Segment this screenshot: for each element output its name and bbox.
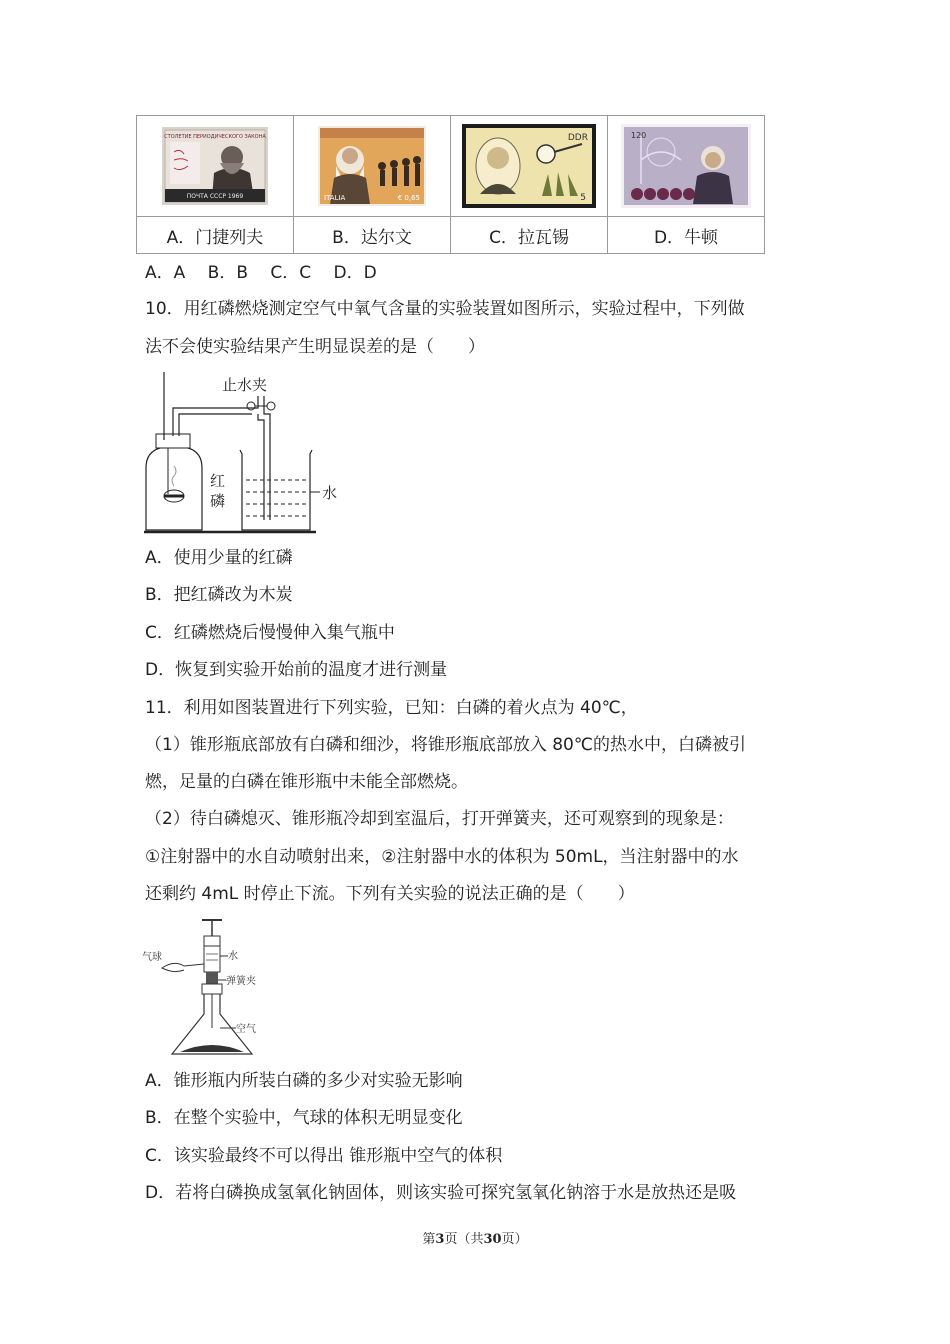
caption-c: C．拉瓦锡 [451,217,608,254]
q11-option-c: C．该实验最终不可以得出 锥形瓶中空气的体积 [145,1146,503,1166]
mendeleev-stamp-image [162,127,268,205]
q10-option-a: A．使用少量的红磷 [145,548,293,568]
stamp-cell-d [608,116,765,217]
q11-stem-line2: （1）锥形瓶底部放有白磷和细沙，将锥形瓶底部放入 80℃的热水中，白磷被引 [145,735,746,755]
darwin-stamp-image [318,126,426,206]
q10-apparatus-figure [140,368,350,538]
caption-d: D．牛顿 [608,217,765,254]
svg-text:ITALIA: ITALIA [324,194,346,202]
caption-b: B．达尔文 [294,217,451,254]
q9-options: A．A B．B C．C D．D [145,263,377,283]
q10-option-d: D．恢复到实验开始前的温度才进行测量 [145,660,448,680]
stamp-cell-b [294,116,451,217]
page-footer [0,1228,950,1247]
q11-stem-line1: 11．利用如图装置进行下列实验，已知：白磷的着火点为 40℃， [145,698,638,718]
stamp-cell-c [451,116,608,217]
label-syringe-water: 水 [228,951,238,962]
stamp-cell-a [137,116,294,217]
stamp-table [136,115,765,254]
label-clamp: 止水夹 [222,376,268,394]
footer-mid: 页（共 [444,1232,484,1247]
q11-stem-line5: ①注射器中的水自动喷射出来，②注射器中水的体积为 50mL，当注射器中的水 [145,847,739,867]
footer-prefix: 第 [422,1232,436,1247]
footer-page-number: 3 [435,1232,445,1247]
label-air: 空气 [236,1024,256,1035]
label-clip: 弹簧夹 [226,976,256,987]
q11-stem-line6: 还剩约 4mL 时停止下流。下列有关实验的说法正确的是（ ） [145,884,635,904]
svg-text:5: 5 [580,193,586,203]
svg-text:ПОЧТА СССР 1969: ПОЧТА СССР 1969 [186,193,244,200]
caption-a: A．门捷列夫 [137,217,294,254]
svg-text:СТОЛЕТИЕ ПЕРИОДИЧЕСКОГО ЗАКОНА: СТОЛЕТИЕ ПЕРИОДИЧЕСКОГО ЗАКОНА [164,134,266,140]
q11-option-a: A．锥形瓶内所装白磷的多少对实验无影响 [145,1071,463,1091]
label-red-2: 磷 [210,492,226,510]
q10-stem-line2: 法不会使实验结果产生明显误差的是（ ） [145,337,485,357]
q10-option-b: B．把红磷改为木炭 [145,585,293,605]
label-water: 水 [322,484,338,502]
q11-option-b: B．在整个实验中，气球的体积无明显变化 [145,1108,463,1128]
label-red-1: 红 [210,472,226,490]
lavoisier-stamp-image [462,124,596,208]
svg-text:DDR: DDR [567,133,588,143]
q10-option-c: C．红磷燃烧后慢慢伸入集气瓶中 [145,623,395,643]
svg-text:120: 120 [631,131,647,140]
label-balloon: 气球 [142,952,162,963]
footer-suffix: 页） [501,1232,528,1247]
newton-stamp-image [621,124,751,208]
q11-stem-line4: （2）待白磷熄灭、锥形瓶冷却到室温后，打开弹簧夹，还可观察到的现象是： [145,809,734,829]
footer-total-pages: 30 [483,1232,502,1247]
svg-text:€ 0,65: € 0,65 [397,194,420,202]
q11-apparatus-figure [140,916,280,1060]
q11-option-d: D．若将白磷换成氢氧化钠固体，则该实验可探究氢氧化钠溶于水是放热还是吸 [145,1183,737,1203]
q11-stem-line3: 燃，足量的白磷在锥形瓶中未能全部燃烧。 [145,772,468,792]
q10-stem-line1: 10．用红磷燃烧测定空气中氧气含量的实验装置如图所示，实验过程中，下列做 [145,299,745,319]
